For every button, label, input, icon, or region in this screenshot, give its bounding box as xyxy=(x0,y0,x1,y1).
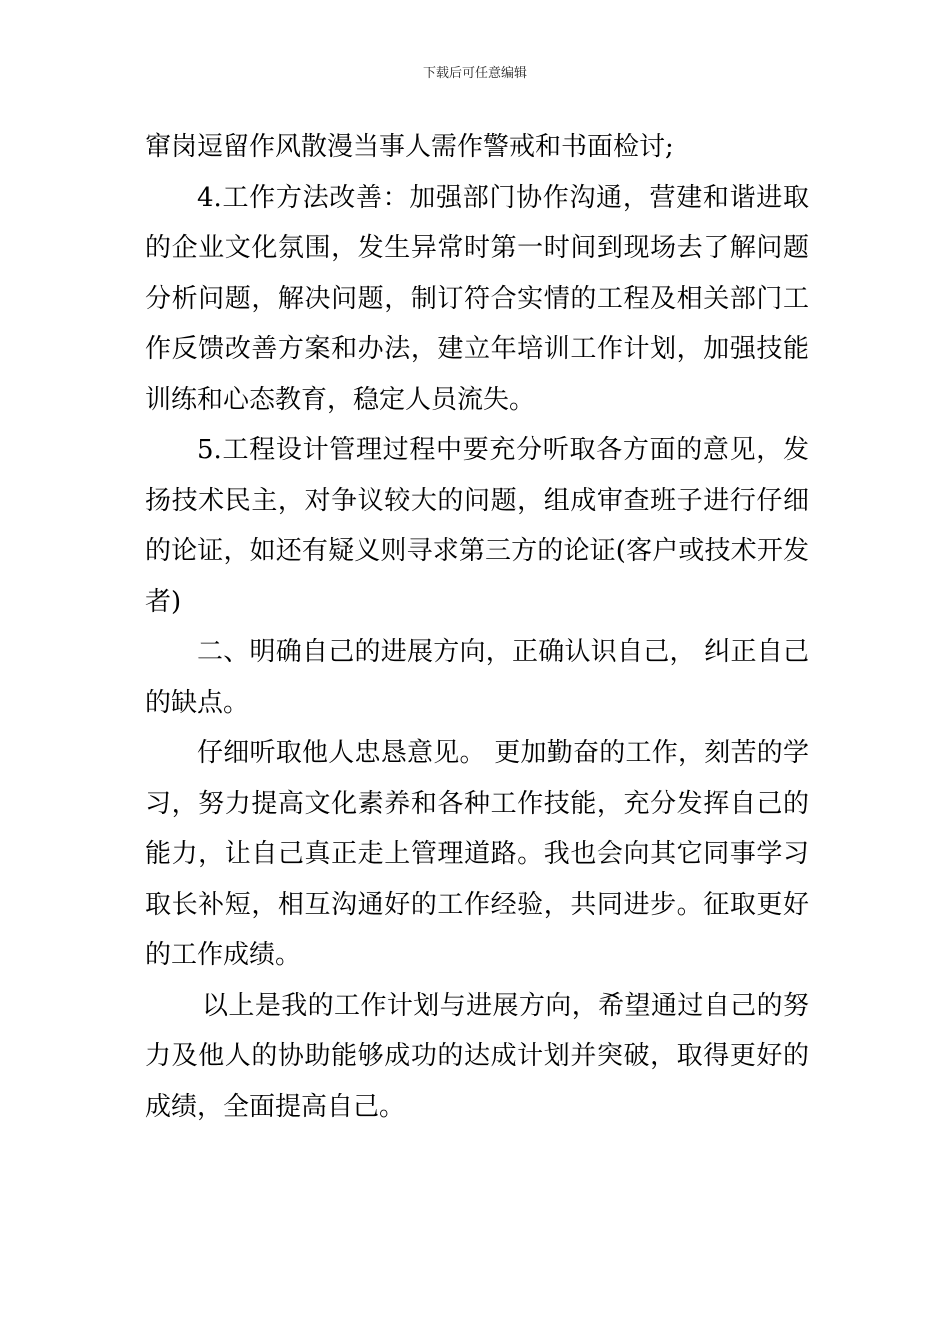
document-body xyxy=(145,122,809,1132)
paragraph-conclusion: 以上是我的工作计划与进展方向，希望通过自己的努力及他人的协助能够成功的达成计划并突破，取得更好的成绩，全面提高自己。 xyxy=(145,990,809,1122)
paragraph-self-improvement: 仔细听取他人忠恳意见。 更加勤奋的工作，刻苦的学习，努力提高文化素养和各种工作技能，充分发挥自己的能力，让自己真正走上管理道路。我也会向其它同事学习取长补短，相互沟通好的工作经验，共同进步。征取更好的工作成绩。 xyxy=(145,738,809,970)
paragraph-continuation: 窜岗逗留作风散漫当事人需作警戒和书面检讨; xyxy=(145,132,674,162)
section-heading-2: 二、明确自己的进展方向，正确认识自己， 纠正自己的缺点。 xyxy=(145,637,809,718)
paragraph-item-5: 5.工程设计管理过程中要充分听取各方面的意见，发扬技术民主，对争议较大的问题，组成审查班子进行仔细的论证，如还有疑义则寻求第三方的论证(客户或技术开发者) xyxy=(145,435,809,617)
page-header-note: 下载后可任意编辑 xyxy=(422,66,527,81)
paragraph-item-4: 4.工作方法改善：加强部门协作沟通，营建和谐进取的企业文化氛围，发生异常时第一时间到现场去了解问题分析问题，解决问题，制订符合实情的工程及相关部门工作反馈改善方案和办法，建立年培训工作计划，加强技能训练和心态教育，稳定人员流失。 xyxy=(145,182,809,415)
